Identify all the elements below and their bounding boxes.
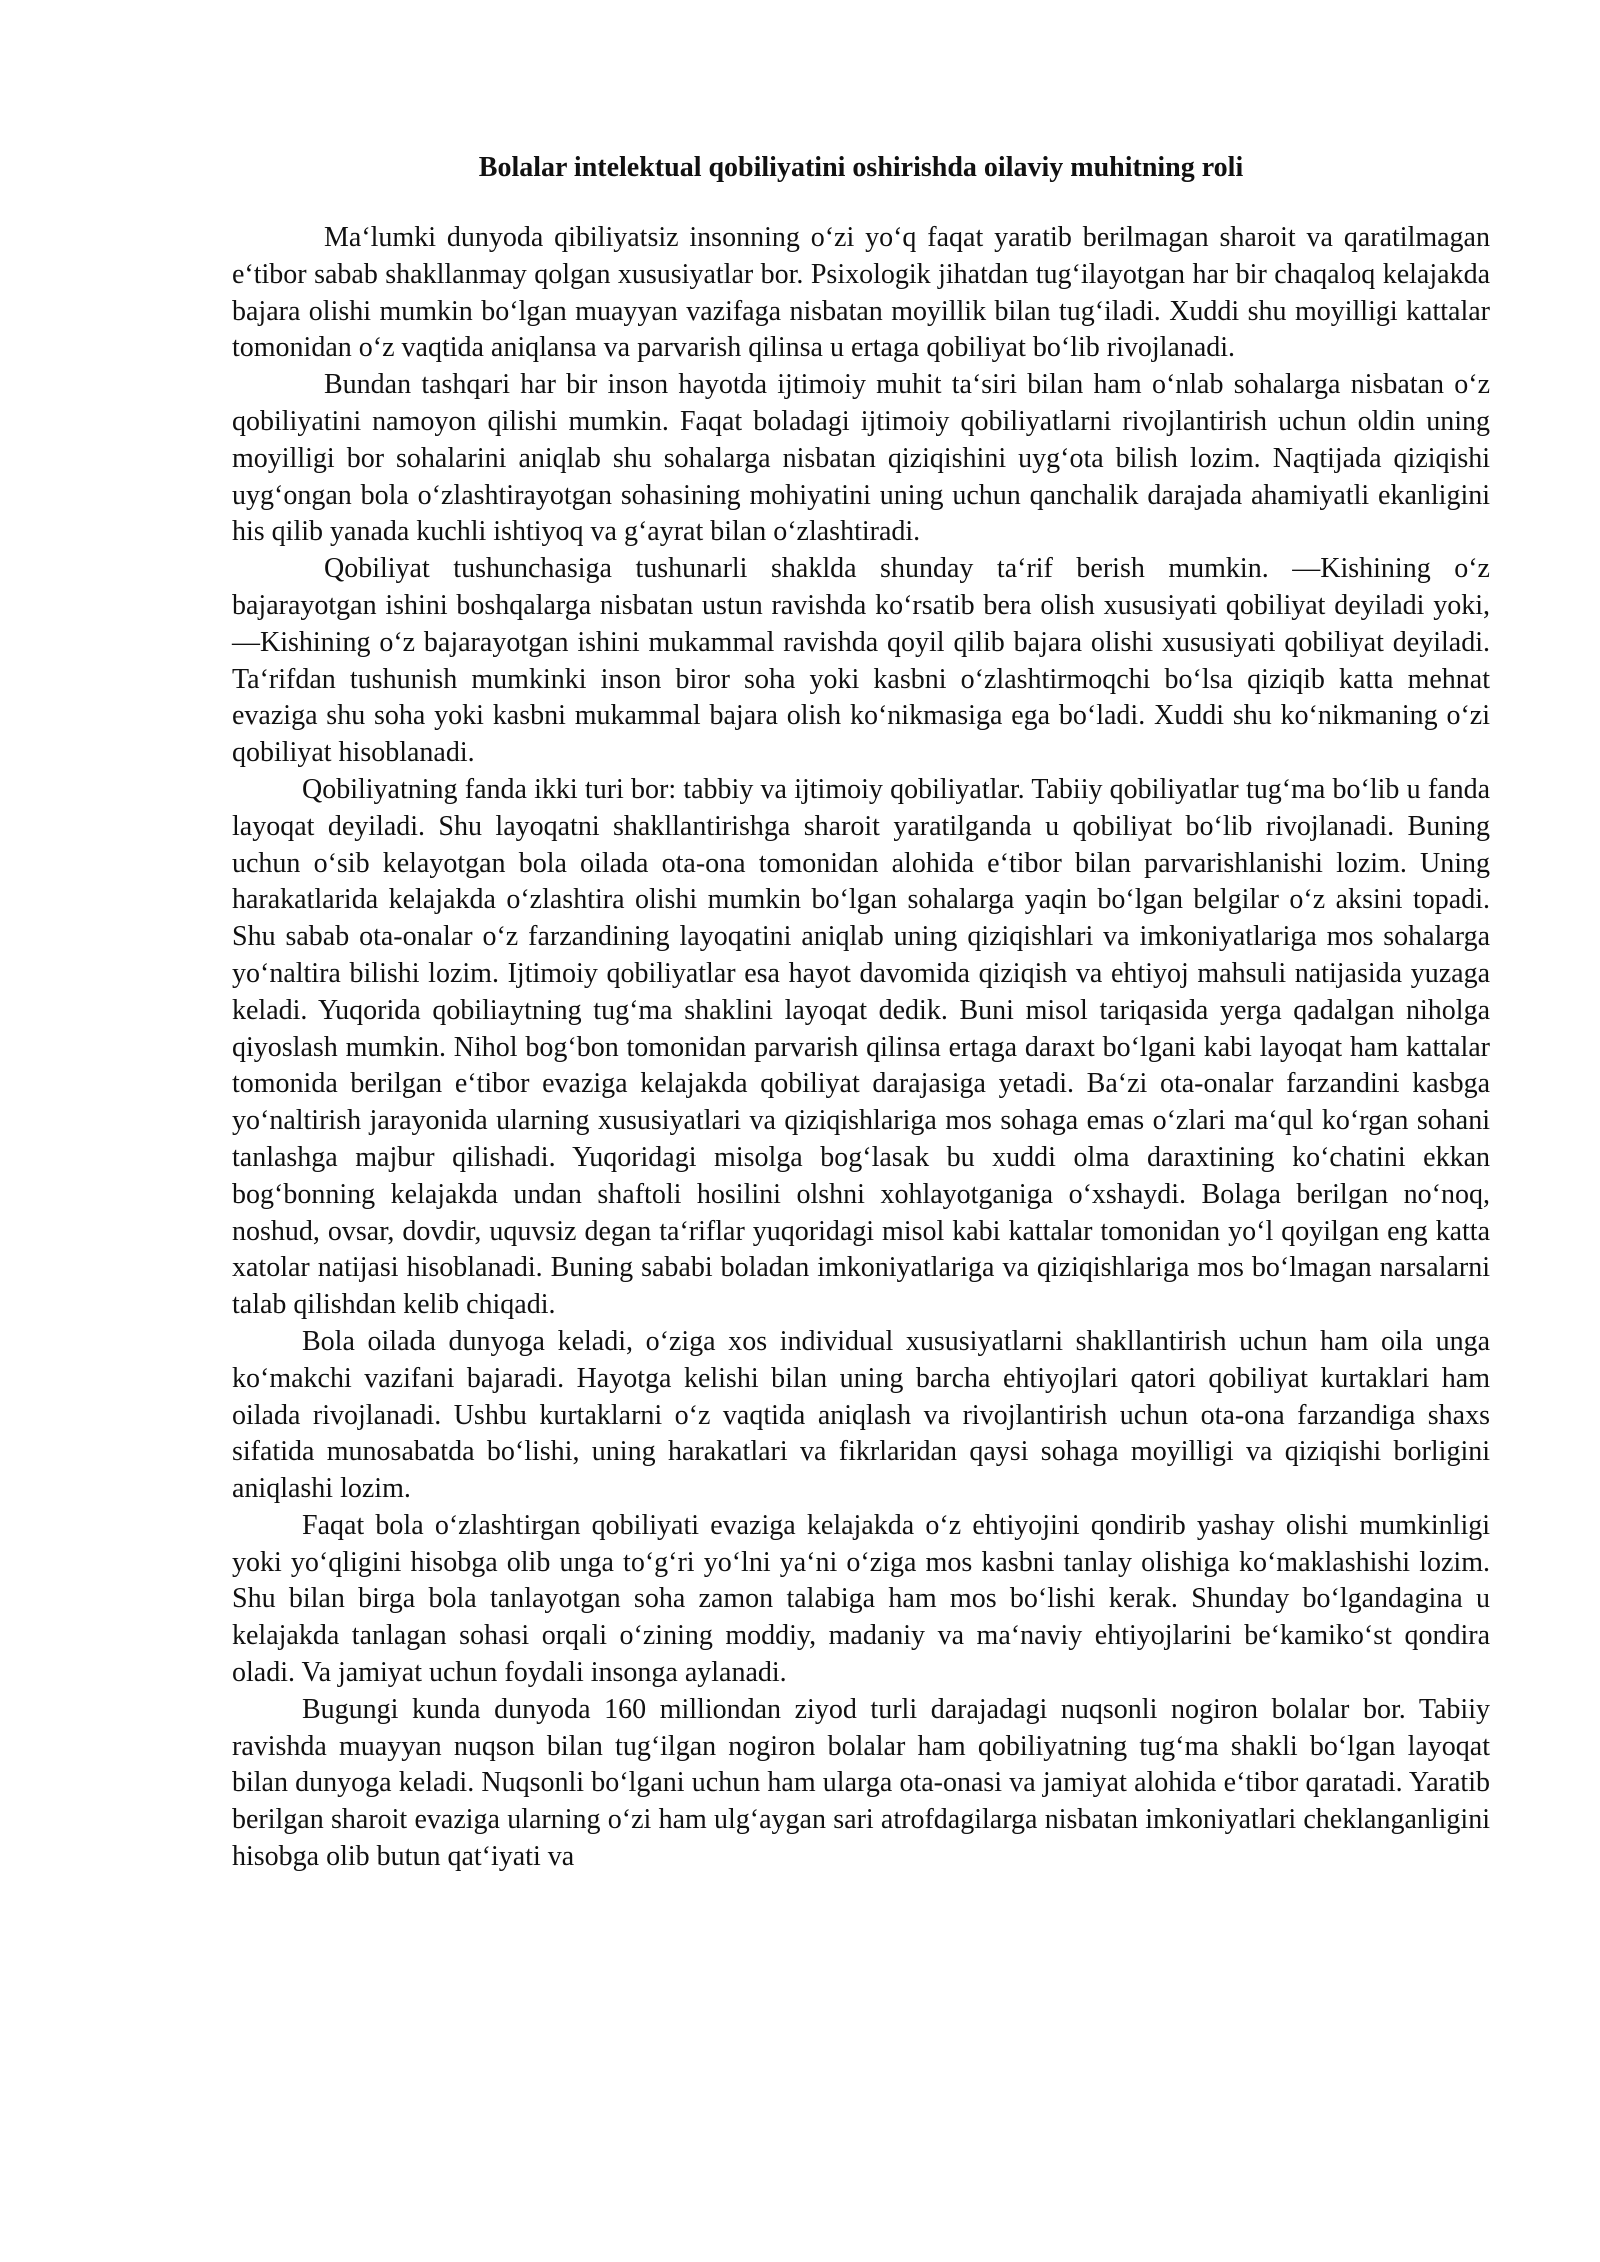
paragraph-2: Bundan tashqari har bir inson hayotda ijtimoiy muhit taʻsiri bilan ham oʻnlab sohalarga nisbatan oʻz qobiliyatini namoyon qilishi mumkin. Faqat boladagi ijtimoiy qobiliyatlarni rivojlantirish uchun oldin uning moyilligi bor sohalarini aniqlab shu sohalarga nisbatan qiziqishini uygʻota bilish lozim. Naqtijada qiziqishi uygʻongan bola oʻzlashtirayotgan sohasining mohiyatini uning uchun qanchalik darajada ahamiyatli ekanligini his qilib yanada kuchli ishtiyoq va gʻayrat bilan oʻzlashtiradi.: [232, 369, 1490, 548]
paragraph-5: Bola oilada dunyoga keladi, oʻziga xos individual xususiyatlarni shakllantirish uchun ham oila unga koʻmakchi vazifani bajaradi. Hayotga kelishi bilan uning barcha ehtiyojlari qatori qobiliyat kurtaklari ham oilada rivojlanadi. Ushbu kurtaklarni oʻz vaqtida aniqlash va rivojlantirish uchun ota-ona farzandiga shaxs sifatida munosabatda boʻlishi, uning harakatlari va fikrlaridan qaysi sohaga moyilligi va qiziqishi borligini aniqlashi lozim.: [232, 1325, 1490, 1505]
paragraph-3: Qobiliyat tushunchasiga tushunarli shaklda shunday taʻrif berish mumkin. ―Kishining oʻz bajarayotgan ishini boshqalarga nisbatan ustun ravishda koʻrsatib bera olish xususiyati qobiliyat deyiladi yoki, ―Kishining oʻz bajarayotgan ishini mukammal ravishda qoyil qilib bajara olishi xususiyati qobiliyat deyiladi. Taʻrifdan tushunish mumkinki inson biror soha yoki kasbni oʻzlashtirmoqchi boʻlsa qiziqib katta mehnat evaziga shu soha yoki kasbni mukammal bajara olish koʻnikmasiga ega boʻladi. Xuddi shu koʻnikmaning oʻzi qobiliyat hisoblanadi.: [232, 553, 1490, 769]
paragraph-6: Faqat bola oʻzlashtirgan qobiliyati evaziga kelajakda oʻz ehtiyojini qondirib yashay olishi mumkinligi yoki yoʻqligini hisobga olib unga toʻgʻri yoʻlni yaʻni oʻziga mos kasbni tanlay olishiga koʻmaklashishi lozim. Shu bilan birga bola tanlayotgan soha zamon talabiga ham mos boʻlishi kerak. Shunday boʻlgandagina u kelajakda tanlagan sohasi orqali oʻzining moddiy, madaniy va maʻnaviy ehtiyojlarini beʻkamikoʻst qondira oladi. Va jamiyat uchun foydali insonga aylanadi.: [232, 1509, 1490, 1689]
paragraph-7: Bugungi kunda dunyoda 160 milliondan ziyod turli darajadagi nuqsonli nogiron bolalar bor. Tabiiy ravishda muayyan nuqson bilan tugʻilgan nogiron bolalar ham qobiliyatning tugʻma shakli boʻlgan layoqat bilan dunyoga keladi. Nuqsonli boʻlgani uchun ham ularga ota-onasi va jamiyat alohida eʻtibor qaratadi. Yaratib berilgan sharoit evaziga ularning oʻzi ham ulgʻaygan sari atrofdagilarga nisbatan imkoniyatlari cheklanganligini hisobga olib butun qatʻiyati va: [232, 1693, 1490, 1873]
document-title: Bolalar intelektual qobiliyatini oshirishda oilaviy muhitning roli: [478, 152, 1244, 183]
paragraph-1: Maʻlumki dunyoda qibiliyatsiz insonning oʻzi yoʻq faqat yaratib berilmagan sharoit va qaratilmagan eʻtibor sabab shakllanmay qolgan xususiyatlar bor. Psixologik jihatdan tugʻilayotgan har bir chaqaloq kelajakda bajara olishi mumkin boʻlgan muayyan vazifaga nisbatan moyillik bilan tugʻiladi. Xuddi shu moyilligi kattalar tomonidan oʻz vaqtida aniqlansa va parvarish qilinsa u ertaga qobiliyat boʻlib rivojlanadi.: [232, 222, 1490, 364]
document-body: [232, 150, 1490, 1876]
paragraph-4: Qobiliyatning fanda ikki turi bor: tabbiy va ijtimoiy qobiliyatlar. Tabiiy qobiliyatlar tugʻma boʻlib u fanda layoqat deyiladi. Shu layoqatni shakllantirishga sharoit yaratilganda u qobiliyat boʻlib rivojlanadi. Buning uchun oʻsib kelayotgan bola oilada ota-ona tomonidan alohida eʻtibor bilan parvarishlanishi lozim. Uning harakatlarida kelajakda oʻzlashtira olishi mumkin boʻlgan sohalarga yaqin boʻlgan belgilar oʻz aksini topadi. Shu sabab ota-onalar oʻz farzandining layoqatini aniqlab uning qiziqishlari va imkoniyatlariga mos sohalarga yoʻnaltira bilishi lozim. Ijtimoiy qobiliyatlar esa hayot davomida qiziqish va ehtiyoj mahsuli natijasida yuzaga keladi. Yuqorida qobiliaytning tugʻma shaklini layoqat dedik. Buni misol tariqasida yerga qadalgan niholga qiyoslash mumkin. Nihol bogʻbon tomonidan parvarish qilinsa ertaga daraxt boʻlgani kabi layoqat ham kattalar tomonida berilgan eʻtibor evaziga kelajakda qobiliyat darajasiga yetadi. Baʻzi ota-onalar farzandini kasbga yoʻnaltirish jarayonida ularning xususiyatlari va qiziqishlariga mos sohaga emas oʻzlari maʻqul koʻrgan sohani tanlashga majbur qilishadi. Yuqoridagi misolga bogʻlasak bu xuddi olma daraxtining koʻchatini ekkan bogʻbonning kelajakda undan shaftoli hosilini olshni xohlayotganiga oʻxshaydi. Bolaga berilgan noʻnoq, noshud, ovsar, dovdir, uquvsiz degan taʻriflar yuqoridagi misol kabi kattalar tomonidan yoʻl qoyilgan eng katta xatolar natijasi hisoblanadi. Buning sababi boladan imkoniyatlariga va qiziqishlariga mos boʻlmagan narsalarni talab qilishdan kelib chiqadi.: [232, 773, 1490, 1321]
